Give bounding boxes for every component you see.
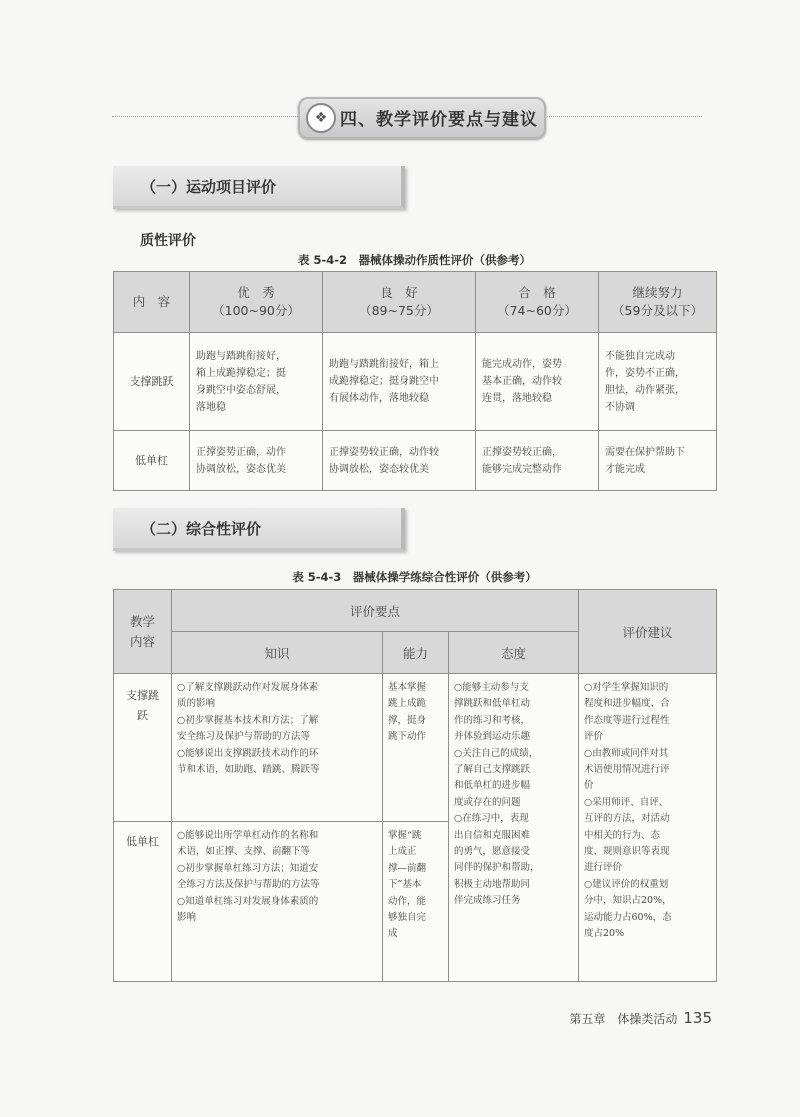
header-good: 良 好 （89~75分） xyxy=(323,272,476,333)
row-label: 支撑跳跃 xyxy=(114,333,190,431)
row-label: 支撑跳跃 xyxy=(114,674,172,822)
suggestion-cell: ○对学生掌握知识的 程度和进步幅度、合 作态度等进行过程性 评价 ○由教师或同伴对其 术语使用情况进行评 价 ○采用师评、自评、 互评的方法，对活动 中相关的行为、态 度、规则意识等表现 进行评价 ○建议评价的权重划 分中，知识占20%， 运动能力占60%，态 度占20% xyxy=(579,674,717,982)
page-footer xyxy=(569,1009,712,1027)
header-teaching-content: 教学内容 xyxy=(114,590,172,674)
header-content: 内 容 xyxy=(114,272,190,333)
quality-evaluation-table xyxy=(113,271,717,491)
header-ability: 能力 xyxy=(383,632,449,674)
table-cell: 正撑姿势正确，动作 协调放松，姿态优美 xyxy=(190,431,323,491)
table-cell: 助跑与踏跳衔接好， 箱上成跪撑稳定；挺 身跳空中姿态舒展， 落地稳 xyxy=(190,333,323,431)
table-cell: 正撑姿势较正确，动作较 协调放松，姿态较优美 xyxy=(323,431,476,491)
header-excellent: 优 秀 （100~90分） xyxy=(190,272,323,333)
attitude-cell: ○能够主动参与支 撑跳跃和低单杠动 作的练习和考核， 并体验到运动乐趣 ○关注自己的成绩， 了解自己支撑跳跃 和低单杠的进步幅 度或存在的问题 ○在练习中，表现 出自信和克服困难 的勇气，愿意接受 同伴的保护和帮助， 积极主动地帮助同 伴完成练习任务 xyxy=(449,674,579,982)
comprehensive-evaluation-table xyxy=(113,589,717,982)
header-evaluation-suggestion: 评价建议 xyxy=(579,590,717,674)
page-number: 135 xyxy=(683,1009,712,1027)
table-row xyxy=(114,333,717,431)
header-keep-trying: 继续努力 （59分及以下） xyxy=(599,272,717,333)
knowledge-cell: ○能够说出所学单杠动作的名称和 术语，如正撑、支撑、前翻下等 ○初步掌握单杠练习方法；知道安 全练习方法及保护与帮助的方法等 ○知道单杠练习对发展身体素质的 影响 xyxy=(172,822,383,982)
table-header-row xyxy=(114,272,717,333)
table-cell: 助跑与踏跳衔接好，箱上 成跪撑稳定；挺身跳空中 有展体动作，落地较稳 xyxy=(323,333,476,431)
table-row xyxy=(114,431,717,491)
table-row xyxy=(114,674,717,822)
table-cell: 能完成动作，姿势 基本正确，动作较 连贯，落地较稳 xyxy=(476,333,599,431)
table-cell: 需要在保护帮助下 才能完成 xyxy=(599,431,717,491)
row-label: 低单杠 xyxy=(114,822,172,982)
section-header-2 xyxy=(113,508,405,551)
ability-cell: 掌握“跳 上成正 撑—前翻 下”基本 动作，能 够独自完 成 xyxy=(383,822,449,982)
table-cell: 正撑姿势较正确， 能够完成完整动作 xyxy=(476,431,599,491)
section-header-1 xyxy=(113,166,405,209)
ability-cell: 基本掌握 跳上成跪 撑，挺身 跳下动作 xyxy=(383,674,449,822)
table2-caption: 表 5-4-3 器械体操学练综合性评价（供参考） xyxy=(292,570,537,584)
table-header-row xyxy=(114,590,717,632)
table-cell: 不能独自完成动 作，姿势不正确， 胆怯，动作紧张， 不协调 xyxy=(599,333,717,431)
book-icon: ❖ xyxy=(306,103,336,133)
section-banner xyxy=(298,97,546,139)
row-label: 低单杠 xyxy=(114,431,190,491)
table1-caption: 表 5-4-2 器械体操动作质性评价（供参考） xyxy=(297,253,532,267)
banner-title: 四、教学评价要点与建议 xyxy=(340,110,538,130)
header-attitude: 态度 xyxy=(449,632,579,674)
knowledge-cell: ○了解支撑跳跃动作对发展身体素 质的影响 ○初步掌握基本技术和方法；了解 安全练习及保护与帮助的方法等 ○能够说出支撑跳跃技术动作的环 节和术语，如助跑、踏跳、腾跃等 xyxy=(172,674,383,822)
subheading: 质性评价 xyxy=(140,233,196,249)
section-1-title: （一）运动项目评价 xyxy=(141,178,277,196)
header-knowledge: 知识 xyxy=(172,632,383,674)
header-evaluation-points: 评价要点 xyxy=(172,590,579,632)
header-pass: 合 格 （74~60分） xyxy=(476,272,599,333)
chapter-title: 第五章 体操类活动 xyxy=(569,1012,678,1026)
section-2-title: （二）综合性评价 xyxy=(141,520,262,538)
